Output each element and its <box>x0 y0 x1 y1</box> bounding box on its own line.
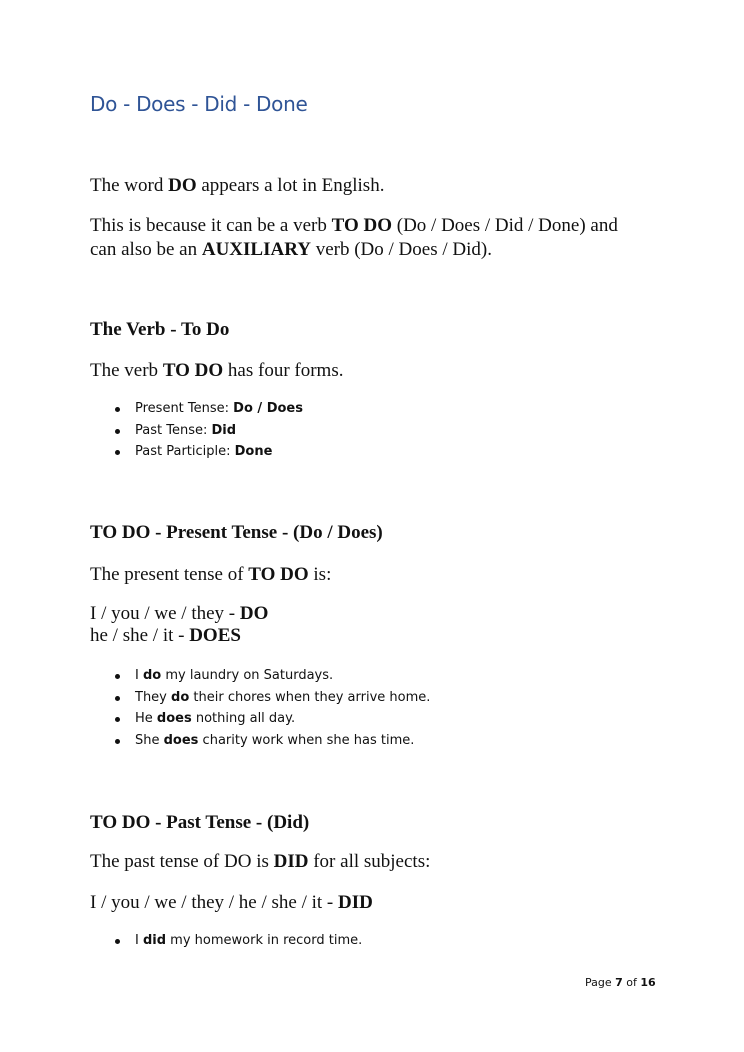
list-item <box>115 441 303 463</box>
text: (Do / Does / Did / Done) and <box>392 215 618 236</box>
bullet-icon <box>115 450 120 455</box>
list-item <box>115 930 362 952</box>
bold-text: TO DO <box>331 215 392 236</box>
bullet-icon <box>115 696 120 701</box>
forms-list <box>115 398 303 463</box>
bold-text: DID <box>338 892 373 913</box>
bold-text: do <box>142 668 162 683</box>
total-pages: 16 <box>640 976 656 989</box>
text: appears a lot in English. <box>196 175 385 196</box>
list-item <box>115 398 303 420</box>
bold-text: AUXILIARY <box>201 239 311 260</box>
list-item <box>115 730 430 752</box>
text: I / you / we / they - <box>90 603 240 624</box>
text: The past tense of DO is <box>90 851 274 872</box>
text: The present tense of <box>90 564 249 585</box>
text: charity work when she has time. <box>198 732 415 748</box>
bold-text: Did <box>211 422 237 438</box>
text: he / she / it - <box>90 625 190 646</box>
text: He <box>135 711 157 726</box>
bold-text: DO <box>168 175 197 196</box>
text: my homework in record time. <box>166 933 363 948</box>
bullet-icon <box>115 939 120 944</box>
section1-paragraph <box>90 359 343 383</box>
bullet-icon <box>115 429 120 434</box>
text: for all subjects: <box>308 851 431 872</box>
past-forms <box>90 891 373 915</box>
bold-text: does <box>163 732 199 748</box>
text: verb (Do / Does / Did). <box>310 239 492 260</box>
section-heading-present: TO DO - Present Tense - (Do / Does) <box>90 522 383 543</box>
page-title: Do - Does - Did - Done <box>90 92 308 116</box>
text: The word <box>90 175 169 196</box>
section2-paragraph <box>90 563 331 587</box>
text: of <box>622 976 641 989</box>
bold-text: TO DO <box>162 360 224 381</box>
present-forms <box>90 603 268 647</box>
text: has four forms. <box>223 360 344 381</box>
text: is: <box>308 564 332 585</box>
text: I / you / we / they / he / she / it - <box>90 892 339 913</box>
bold-text: Done <box>234 444 273 459</box>
text: This is because it can be a verb <box>90 215 332 236</box>
text: Past Tense: <box>135 422 212 438</box>
bold-text: DO <box>239 603 269 624</box>
current-page: 7 <box>615 976 623 989</box>
bullet-icon <box>115 717 120 722</box>
bold-text: do <box>171 689 190 705</box>
bold-text: does <box>156 711 192 726</box>
bold-text: Do / Does <box>233 401 303 416</box>
text: my laundry on Saturdays. <box>161 668 334 683</box>
text: I <box>135 668 143 683</box>
text: Past Participle: <box>135 444 235 459</box>
list-item <box>115 420 303 442</box>
text: They <box>135 689 172 705</box>
text: can also be an <box>90 239 202 260</box>
bold-text: DID <box>273 851 309 872</box>
past-examples-list <box>115 930 362 952</box>
text: The verb <box>90 360 163 381</box>
list-item <box>115 708 430 730</box>
text: Page <box>585 976 616 989</box>
section-heading-verb: The Verb - To Do <box>90 319 230 340</box>
text: Present Tense: <box>135 401 234 416</box>
intro-paragraph-1 <box>90 174 384 198</box>
section-heading-past: TO DO - Past Tense - (Did) <box>90 812 310 833</box>
bold-text: DOES <box>189 625 241 646</box>
text: their chores when they arrive home. <box>189 689 431 705</box>
section3-paragraph <box>90 850 430 874</box>
bold-text: TO DO <box>248 564 309 585</box>
text: I <box>135 933 143 948</box>
bullet-icon <box>115 407 120 412</box>
text: nothing all day. <box>191 711 296 726</box>
page-number <box>585 976 656 989</box>
intro-paragraph-2 <box>90 214 618 262</box>
bold-text: did <box>142 933 167 948</box>
list-item <box>115 665 430 687</box>
present-examples-list <box>115 665 430 751</box>
bullet-icon <box>115 739 120 744</box>
list-item <box>115 687 430 709</box>
bullet-icon <box>115 674 120 679</box>
text: She <box>135 732 164 748</box>
